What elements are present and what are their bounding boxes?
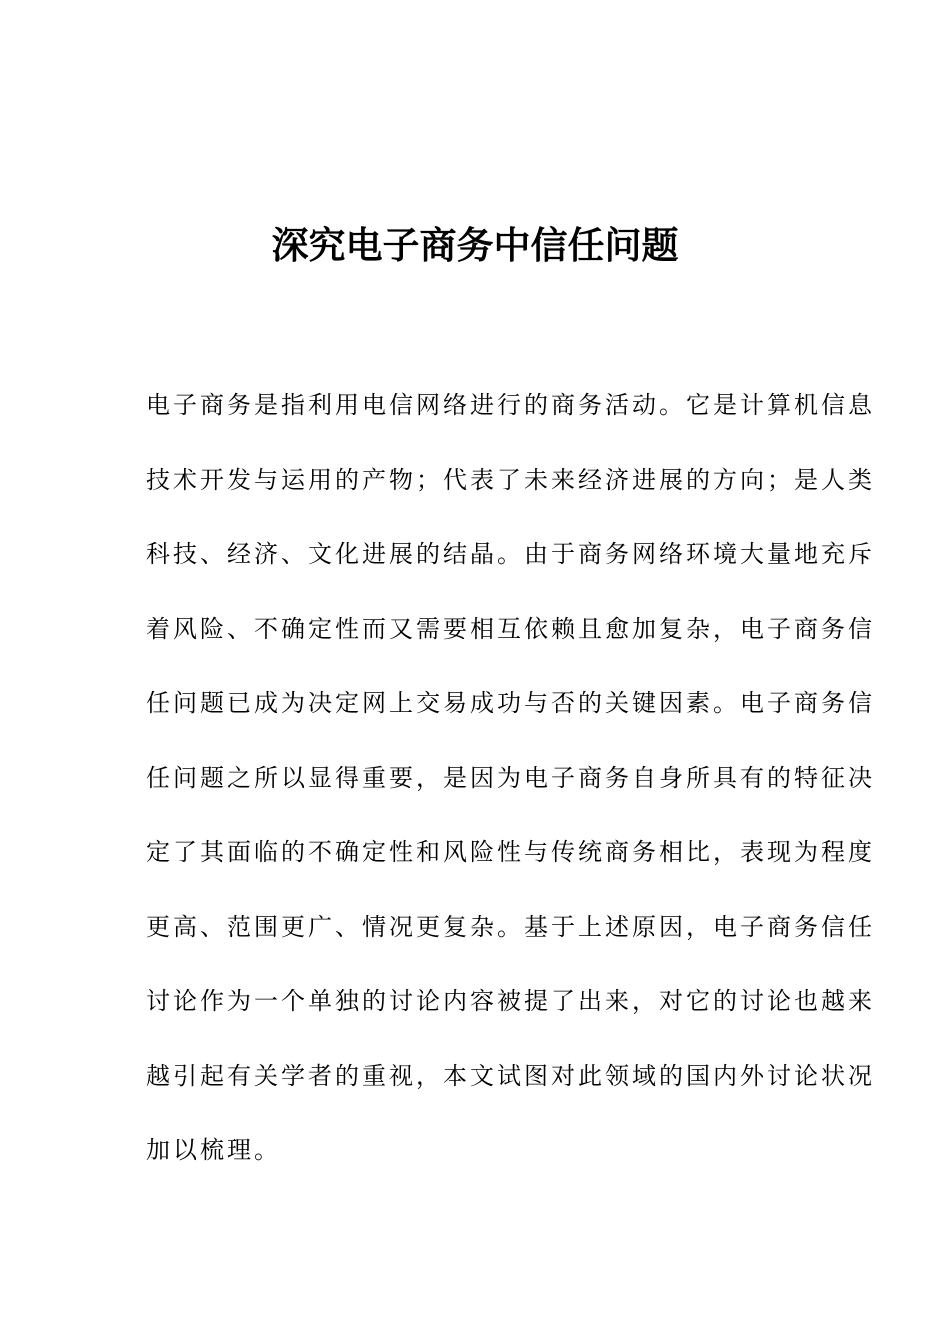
paragraph-line: 任问题之所以显得重要，是因为电子商务自身所具有的特征决: [146, 763, 875, 792]
paragraph-line: 越引起有关学者的重视，本文试图对此领域的国内外讨论状况: [146, 1061, 875, 1090]
paragraph-line: 技术开发与运用的产物；代表了未来经济进展的方向；是人类: [146, 465, 875, 494]
paragraph-line: 讨论作为一个单独的讨论内容被提了出来，对它的讨论也越来: [146, 987, 875, 1015]
document-title: 深究电子商务中信任问题: [271, 224, 679, 267]
paragraph-line: 加以梳理。: [146, 1136, 281, 1164]
paragraph-line: 任问题已成为决定网上交易成功与否的关键因素。电子商务信: [146, 689, 875, 717]
paragraph-line: 科技、经济、文化进展的结晶。由于商务网络环境大量地充斥: [146, 540, 875, 568]
paragraph-line: 着风险、不确定性而又需要相互依赖且愈加复杂，电子商务信: [146, 614, 875, 643]
paragraph-line: 更高、范围更广、情况更复杂。基于上述原因，电子商务信任: [146, 912, 875, 941]
paragraph-line: 定了其面临的不确定性和风险性与传统商务相比，表现为程度: [146, 838, 875, 866]
document-paragraph: [146, 386, 875, 1206]
paragraph-line: 电子商务是指利用电信网络进行的商务活动。它是计算机信息: [146, 391, 875, 419]
